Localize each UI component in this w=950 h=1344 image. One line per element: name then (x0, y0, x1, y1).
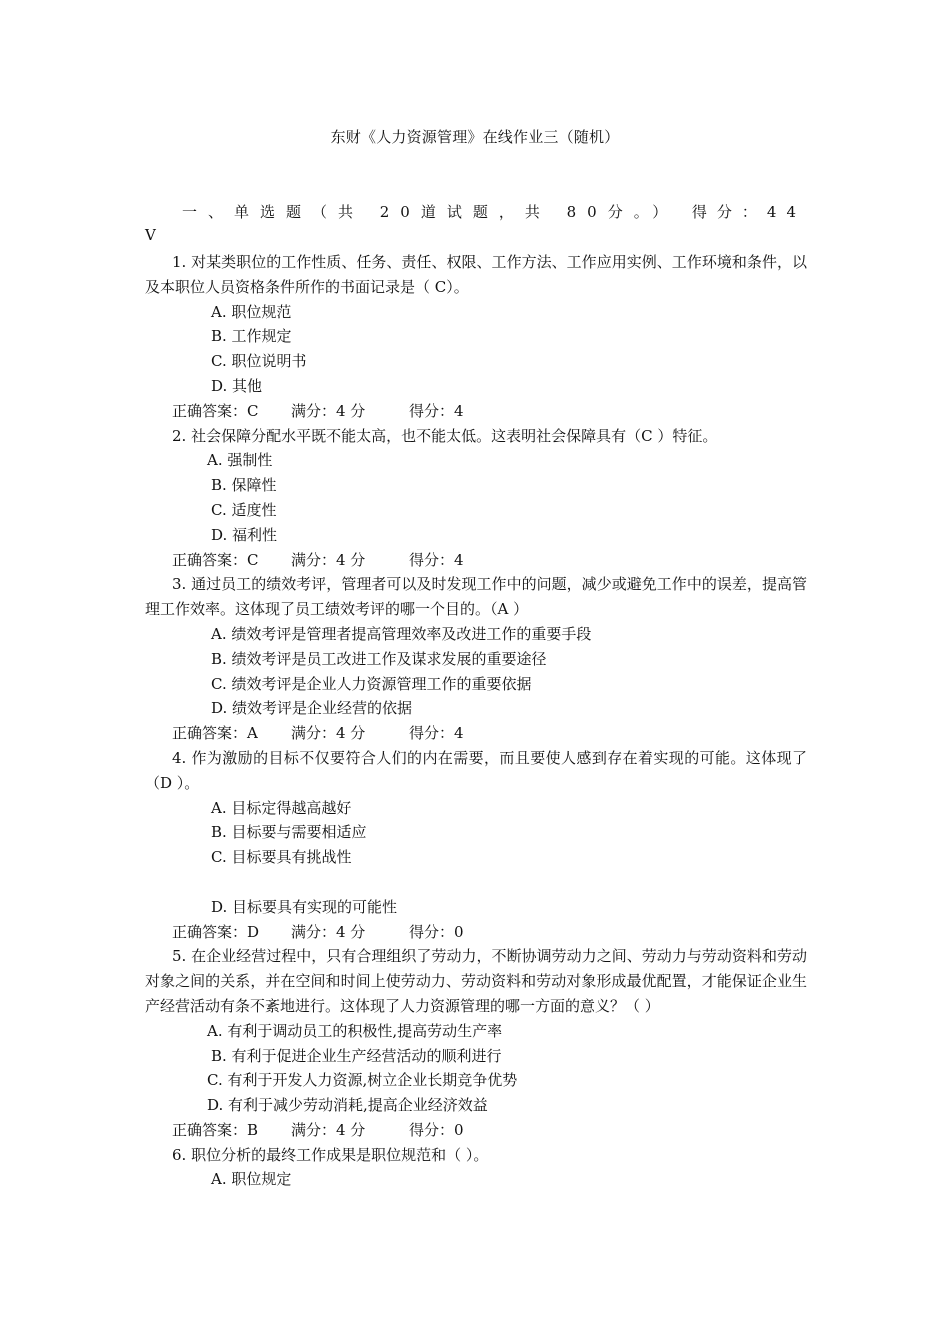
question-text: 6. 职位分析的最终工作成果是职位规范和（ ）。 (172, 1145, 489, 1164)
full-score: 满分：4 分 (291, 1120, 366, 1139)
blank-line (145, 870, 807, 895)
document-title: 东财《人力资源管理》在线作业三（随机） (330, 128, 620, 146)
option: C. 有利于开发人力资源,树立企业长期竞争优势 (207, 1071, 518, 1090)
correct-answer: 正确答案：B (172, 1120, 259, 1139)
section-score-wrap: V (145, 226, 156, 244)
full-score: 满分：4 分 (291, 922, 366, 941)
answer-line (145, 721, 807, 746)
correct-answer: 正确答案：C (172, 401, 259, 420)
section-heading-text: 一、单选题（共 20道试题，共 80分。） (182, 203, 679, 221)
option: C. 目标要具有挑战性 (211, 848, 352, 867)
correct-answer: 正确答案：A (172, 724, 258, 743)
answer-line (145, 399, 807, 424)
option: A. 目标定得越高越好 (211, 798, 352, 817)
option: A. 职位规范 (211, 302, 292, 321)
question-text: 4. 作为激励的目标不仅要符合人们的内在需要，而且要使人感到存在着实现的可能。这体现了（D ）。 (145, 748, 807, 792)
earned-score: 得分：0 (409, 1120, 464, 1139)
option: B. 有利于促进企业生产经营活动的顺利进行 (211, 1046, 502, 1065)
question-text: 1. 对某类职位的工作性质、任务、责任、权限、工作方法、工作应用实例、工作环境和条件，以及本职位人员资格条件所作的书面记录是（ C）。 (145, 253, 807, 296)
section-heading (182, 201, 806, 222)
option: A. 强制性 (207, 451, 273, 470)
full-score: 满分：4 分 (291, 550, 366, 569)
correct-answer: 正确答案：D (172, 922, 260, 941)
option: A. 有利于调动员工的积极性,提高劳动生产率 (207, 1021, 503, 1040)
answer-line (145, 1118, 807, 1143)
answer-line (145, 920, 807, 945)
option: D. 福利性 (211, 525, 278, 544)
full-score: 满分：4 分 (291, 724, 366, 743)
option: B. 目标要与需要相适应 (211, 823, 367, 842)
question-list (145, 250, 807, 1192)
answer-line (145, 548, 807, 573)
question-text: 2. 社会保障分配水平既不能太高，也不能太低。这表明社会保障具有（C ）特征。 (172, 426, 718, 445)
correct-answer: 正确答案：C (172, 550, 259, 569)
section-score: 得分：44 (691, 203, 806, 221)
full-score: 满分：4 分 (291, 401, 366, 420)
option: B. 保障性 (211, 476, 277, 495)
question-text: 5. 在企业经营过程中，只有合理组织了劳动力，不断协调劳动力之间、劳动力与劳动资料和劳动对象之间的关系，并在空间和时间上使劳动力、劳动资料和劳动对象形成最优配置，才能保证企业生产经营活动有条不紊地进行。这体现了人力资源管理的哪一方面的意义？（ ） (145, 947, 807, 1015)
option: B. 工作规定 (211, 327, 292, 346)
option: D. 绩效考评是企业经营的依据 (211, 699, 413, 718)
option: A. 绩效考评是管理者提高管理效率及改进工作的重要手段 (211, 624, 592, 643)
option: C. 适度性 (211, 500, 277, 519)
option: A. 职位规定 (211, 1170, 292, 1189)
option: D. 其他 (211, 376, 263, 395)
option: B. 绩效考评是员工改进工作及谋求发展的重要途径 (211, 649, 547, 668)
option: C. 职位说明书 (211, 352, 307, 371)
earned-score: 得分：4 (409, 401, 464, 420)
earned-score: 得分：4 (409, 550, 464, 569)
option: C. 绩效考评是企业人力资源管理工作的重要依据 (211, 674, 532, 693)
earned-score: 得分：0 (409, 922, 464, 941)
option: D. 目标要具有实现的可能性 (211, 897, 398, 916)
earned-score: 得分：4 (409, 724, 464, 743)
option: D. 有利于减少劳动消耗,提高企业经济效益 (207, 1096, 488, 1115)
question-text: 3. 通过员工的绩效考评，管理者可以及时发现工作中的问题，减少或避免工作中的误差，提高管理工作效率。这体现了员工绩效考评的哪一个目的。（A ） (145, 575, 807, 619)
